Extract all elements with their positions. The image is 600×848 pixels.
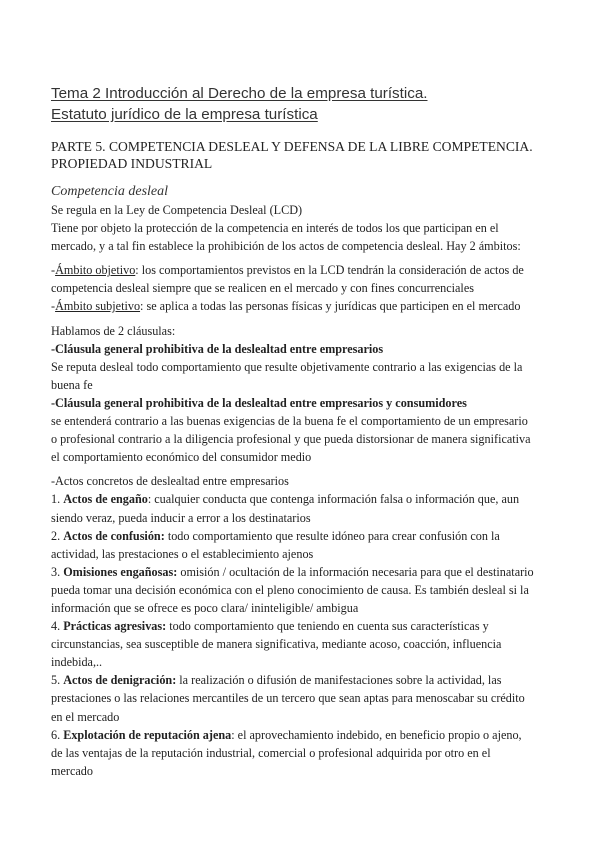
acto-term: Actos de denigración:: [63, 673, 177, 688]
clausulas-intro: Hablamos de 2 cláusulas:: [51, 323, 176, 338]
title-line-2: Estatuto jurídico de la empresa turística: [51, 106, 318, 123]
acto-number: 4.: [51, 619, 64, 634]
acto-item-cont: información que se ofrece es poco clara/ ininteligible/ ambigua: [51, 600, 359, 615]
clausula-2-text: se entenderá contrario a las buenas exigencias de la buena fe el comportamiento de un empresario: [51, 414, 528, 429]
ambito-objetivo-cont: competencia desleal siempre que se realicen en el mercado y con fines concurrenciales: [51, 281, 474, 296]
acto-item-cont: de las ventajas de la reputación industrial, comercial o profesional adquirida por otro en el: [51, 745, 491, 760]
acto-number: 1.: [51, 492, 64, 507]
acto-text: : cualquier conducta que contenga información falsa o información que, aun: [147, 492, 520, 507]
acto-item: [51, 726, 551, 744]
acto-term: Prácticas agresivas:: [63, 619, 167, 634]
ambito-subjetivo-term: Ámbito subjetivo: [55, 299, 141, 314]
intro-line: Tiene por objeto la protección de la competencia en interés de todos los que participan en el: [51, 221, 499, 236]
acto-item: [51, 671, 551, 689]
acto-item: [51, 617, 551, 635]
acto-text: : el aprovechamiento indebido, en beneficio propio o ajeno,: [231, 727, 522, 742]
acto-term: Actos de confusión:: [63, 528, 165, 543]
document-body: [51, 201, 551, 780]
acto-item-cont: circunstancias, sea susceptible de manera significativa, mediante acoso, coacción, influencia: [51, 637, 502, 652]
acto-item: [51, 563, 551, 581]
ambito-subjetivo: [51, 297, 551, 315]
ambito-subjetivo-text: : se aplica a todas las personas físicas y jurídicas que participen en el mercado: [140, 299, 521, 314]
bullet-prefix: -: [51, 299, 56, 314]
section-heading: Competencia desleal: [51, 184, 169, 199]
bullet-prefix: -: [51, 263, 56, 278]
acto-item-cont: indebida,..: [51, 655, 103, 670]
ambito-objetivo: [51, 261, 551, 279]
acto-item-cont: actividad, las prestaciones o el establecimiento ajenos: [51, 546, 314, 561]
title-line-1: Tema 2 Introducción al Derecho de la empresa turística.: [51, 85, 428, 102]
part-heading-line-2: PROPIEDAD INDUSTRIAL: [51, 156, 213, 171]
clausula-1-title-text: -Cláusula general prohibitiva de la deslealtad entre empresarios: [51, 341, 384, 356]
acto-item: [51, 490, 551, 508]
actos-intro: -Actos concretos de deslealtad entre empresarios: [51, 474, 289, 489]
intro-line: mercado, y a tal fin establece la prohibición de los actos de competencia desleal. Hay 2 ámbitos:: [51, 239, 521, 254]
acto-text: todo comportamiento que teniendo en cuenta sus características y: [166, 619, 489, 634]
acto-number: 5.: [51, 673, 64, 688]
part-heading-line-1: PARTE 5. COMPETENCIA DESLEAL Y DEFENSA DE LA LIBRE COMPETENCIA.: [51, 139, 533, 154]
acto-text: todo comportamiento que resulte idóneo para crear confusión con la: [164, 528, 500, 543]
ambito-objetivo-text: : los comportamientos previstos en la LCD tendrán la consideración de actos de: [135, 263, 524, 278]
document-title: [51, 83, 571, 125]
acto-term: Actos de engaño: [63, 492, 148, 507]
clausula-1-title: [51, 340, 551, 358]
ambito-objetivo-term: Ámbito objetivo: [55, 263, 136, 278]
clausula-2-text: o profesional contrario a la diligencia profesional y que pueda distorsionar de manera significativa: [51, 432, 531, 447]
acto-number: 2.: [51, 528, 64, 543]
acto-item-cont: siendo veraz, pueda inducir a error a los destinatarios: [51, 510, 311, 525]
acto-item: [51, 527, 551, 545]
acto-number: 3.: [51, 564, 64, 579]
acto-term: Explotación de reputación ajena: [63, 727, 232, 742]
clausula-1-text: buena fe: [51, 377, 93, 392]
clausula-2-title: [51, 394, 551, 412]
acto-item-cont: pueda tomar una decisión económica con el pleno conocimiento de causa. Es también desleal si la: [51, 582, 529, 597]
acto-text: omisión / ocultación de la información necesaria para que el destinatario: [177, 564, 534, 579]
clausula-2-text: el comportamiento económico del consumidor medio: [51, 450, 312, 465]
acto-item-cont: en el mercado: [51, 709, 120, 724]
acto-number: 6.: [51, 727, 64, 742]
part-heading: [51, 138, 551, 172]
clausula-1-text: Se reputa desleal todo comportamiento que resulte objetivamente contrario a las exigencias de la: [51, 359, 523, 374]
clausula-2-title-text: -Cláusula general prohibitiva de la deslealtad entre empresarios y consumidores: [51, 395, 467, 410]
intro-line: Se regula en la Ley de Competencia Desleal (LCD): [51, 203, 303, 217]
acto-text: la realización o difusión de manifestaciones sobre la actividad, las: [176, 673, 502, 688]
acto-term: Omisiones engañosas:: [63, 564, 178, 579]
acto-item-cont: mercado: [51, 763, 93, 778]
acto-item-cont: prestaciones o las relaciones mercantiles de un tercero que sean aptas para menoscabar su crédito: [51, 691, 525, 706]
